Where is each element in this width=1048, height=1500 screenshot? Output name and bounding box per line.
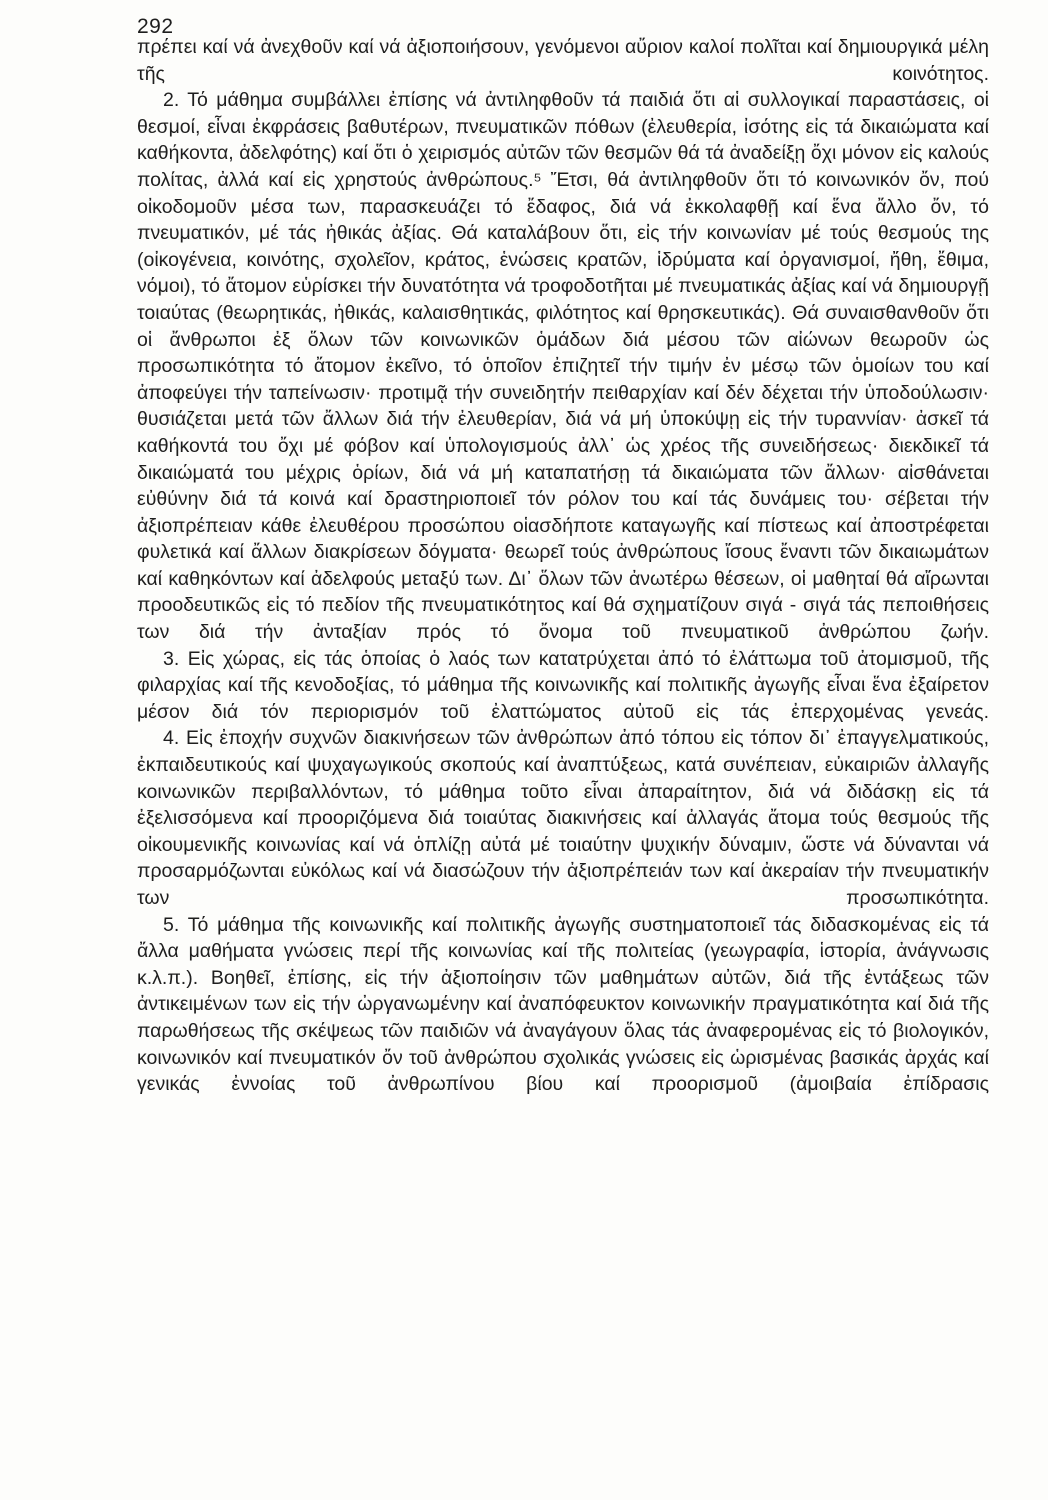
paragraph-continuation: πρέπει καί νά ἀνεχθοῦν καί νά ἀξιοποιήσουν, γενόμενοι αὔριον καλοί πολῖται καί δημιουργικά μέλη τῆς κοινότητος. — [137, 36, 989, 85]
paragraph-3: 3. Εἰς χώρας, εἰς τάς ὁποίας ὁ λαός των κατατρύχεται ἀπό τό ἐλάττωμα τοῦ ἀτομισμοῦ, τῆς φιλαρχίας καί τῆς κενοδοξίας, τό μάθημα τῆς κοινωνικῆς καί πολιτικῆς ἀγωγῆς εἶναι ἕνα ἐξαίρετον μέσον διά τόν περιορισμόν τοῦ ἐλαττώματος αὐτοῦ εἰς τάς ἐπερχομένας γενεάς. — [137, 647, 989, 723]
paragraph-2: 2. Τό μάθημα συμβάλλει ἐπίσης νά ἀντιληφθοῦν τά παιδιά ὅτι αἱ συλλογικαί παραστάσεις, οἱ θεσμοί, εἶναι ἐκφράσεις βαθυτέρων, πνευματικῶν πόθων (ἐλευθερία, ἰσότης εἰς τά δικαιώματα καί καθήκοντα, ἀδελφότης) καί ὅτι ὁ χειρισμός αὐτῶν τῶν θεσμῶν θά τά ἀναδείξῃ ὄχι μόνον εἰς καλούς πολίτας, ἀλλά καί εἰς χρηστούς ἀνθρώπους.⁵ Ἔτσι, θά ἀντιληφθοῦν ὅτι τό κοινωνικόν ὄν, πού οἰκοδομοῦν μέσα των, παρασκευάζει τό ἔδαφος, διά νά ἐκκολαφθῇ καί ἕνα ἄλλο ὄν, τό πνευματικόν, μέ τάς ἠθικάς ἀξίας. Θά καταλάβουν ὅτι, εἰς τήν κοινωνίαν μέ τούς θεσμούς της (οἰκογένεια, κοινότης, σχολεῖον, κράτος, ἑνώσεις κρατῶν, ἱδρύματα καί ὀργανισμοί, ἤθη, ἔθιμα, νόμοι), τό ἄτομον εὑρίσκει τήν δυνατότητα νά τροφοδοτῆται μέ πνευματικάς ἀξίας καί νά δημιουργῇ τοιαύτας (θεωρητικάς, ἠθικάς, καλαισθητικάς, φιλότητος καί θρησκευτικάς). Θά συναισθανθοῦν ὅτι οἱ ἄνθρωποι ἐξ ὅλων τῶν κοινωνικῶν ὁμάδων διά μέσου τῶν αἰώνων θεωροῦν ὡς προσωπικότητα τό ἄτομον ἐκεῖνο, τό ὁποῖον ἐπιζητεῖ τήν τιμήν ἐν μέσῳ τῶν ὁμοίων του καί ἀποφεύγει τήν ταπείνωσιν· προτιμᾷ τήν συνειδητήν πειθαρχίαν καί δέν δέχεται τήν ὑποδούλωσιν· θυσιάζεται μετά τῶν ἄλλων διά τήν ἐλευθερίαν, διά νά μή ὑποκύψῃ εἰς τήν τυραννίαν· ἀσκεῖ τά καθήκοντά του ὄχι μέ φόβον καί ὑπολογισμούς ἀλλ᾽ ὡς χρέος τῆς συνειδήσεως· διεκδικεῖ τά δικαιώματά του μέχρις ὁρίων, διά νά μή καταπατήσῃ τά δικαιώματα τῶν ἄλλων· αἰσθάνεται εὐθύνην διά τά κοινά καί δραστηριοποιεῖ τόν ρόλον του καί τάς δυνάμεις του· σέβεται τήν ἀξιοπρέπειαν κάθε ἐλευθέρου προσώπου οἱασδήποτε καταγωγῆς καί πίστεως καί ἀποστρέφεται φυλετικά καί ἄλλων διακρίσεων δόγματα· θεωρεῖ τούς ἀνθρώπους ἴσους ἔναντι τῶν δικαιωμάτων καί καθηκόντων καί ἀδελφούς μεταξύ των. Δι᾽ ὅλων τῶν ἀνωτέρω θέσεων, οἱ μαθηταί θά αἴρωνται προοδευτικῶς εἰς τό πεδίον τῆς πνευματικότητος καί θά σχηματίζουν σιγά - σιγά τάς πεποιθήσεις των διά τήν ἀνταξίαν πρός τό ὄνομα τοῦ πνευματικοῦ ἀνθρώπου ζωήν. — [137, 89, 989, 644]
paragraph-4: 4. Εἰς ἐποχήν συχνῶν διακινήσεων τῶν ἀνθρώπων ἀπό τόπου εἰς τόπον δι᾽ ἐπαγγελματικούς, ἐκπαιδευτικούς καί ψυχαγωγικούς σκοπούς καί ἀναπτύξεως, κατά συνέπειαν, εὐκαιριῶν ἀλλαγῆς κοινωνικῶν περιβαλλόντων, τό μάθημα τοῦτο εἶναι ἀπαραίτητον, διά νά διδάσκῃ εἰς τά ἐξελισσόμενα καί προοριζόμενα διά τοιαύτας διακινήσεις καί ἀλλαγάς ἄτομα τούς θεσμούς τῆς οἰκουμενικῆς κοινωνίας καί νά ὁπλίζῃ αὐτά μέ τοιαύτην ψυχικήν δύναμιν, ὥστε νά δύνανται νά προσαρμόζωνται εὐκόλως καί νά διασώζουν τήν ἀξιοπρέπειάν των καί ἀκεραίαν τήν πνευματικήν των προσωπικότητα. — [137, 727, 989, 909]
page-number: 292 — [137, 15, 174, 38]
paragraph-5: 5. Τό μάθημα τῆς κοινωνικῆς καί πολιτικῆς ἀγωγῆς συστηματοποιεῖ τάς διδασκομένας εἰς τά ἄλλα μαθήματα γνώσεις περί τῆς κοινωνίας καί τῆς πολιτείας (γεωγραφία, ἱστορία, ἀνάγνωσις κ.λ.π.). Βοηθεῖ, ἐπίσης, εἰς τήν ἀξιοποίησιν τῶν μαθημάτων αὐτῶν, διά τῆς ἐντάξεως τῶν ἀντικειμένων των εἰς τήν ὠργανωμένην καί ἀναπόφευκτον κοινωνικήν πραγματικότητα καί διά τῆς παρωθήσεως τῆς σκέψεως τῶν παιδιῶν νά ἀναγάγουν ὅλας τάς ἀναφερομένας εἰς τό βιολογικόν, κοινωνικόν καί πνευματικόν ὄν τοῦ ἀνθρώπου σχολικάς γνώσεις εἰς ὡρισμένας βασικάς ἀρχάς καί γενικάς ἐννοίας τοῦ ἀνθρωπίνου βίου καί προορισμοῦ (ἀμοιβαία ἐπίδρασις — [137, 913, 989, 1096]
body-text — [137, 34, 989, 1098]
